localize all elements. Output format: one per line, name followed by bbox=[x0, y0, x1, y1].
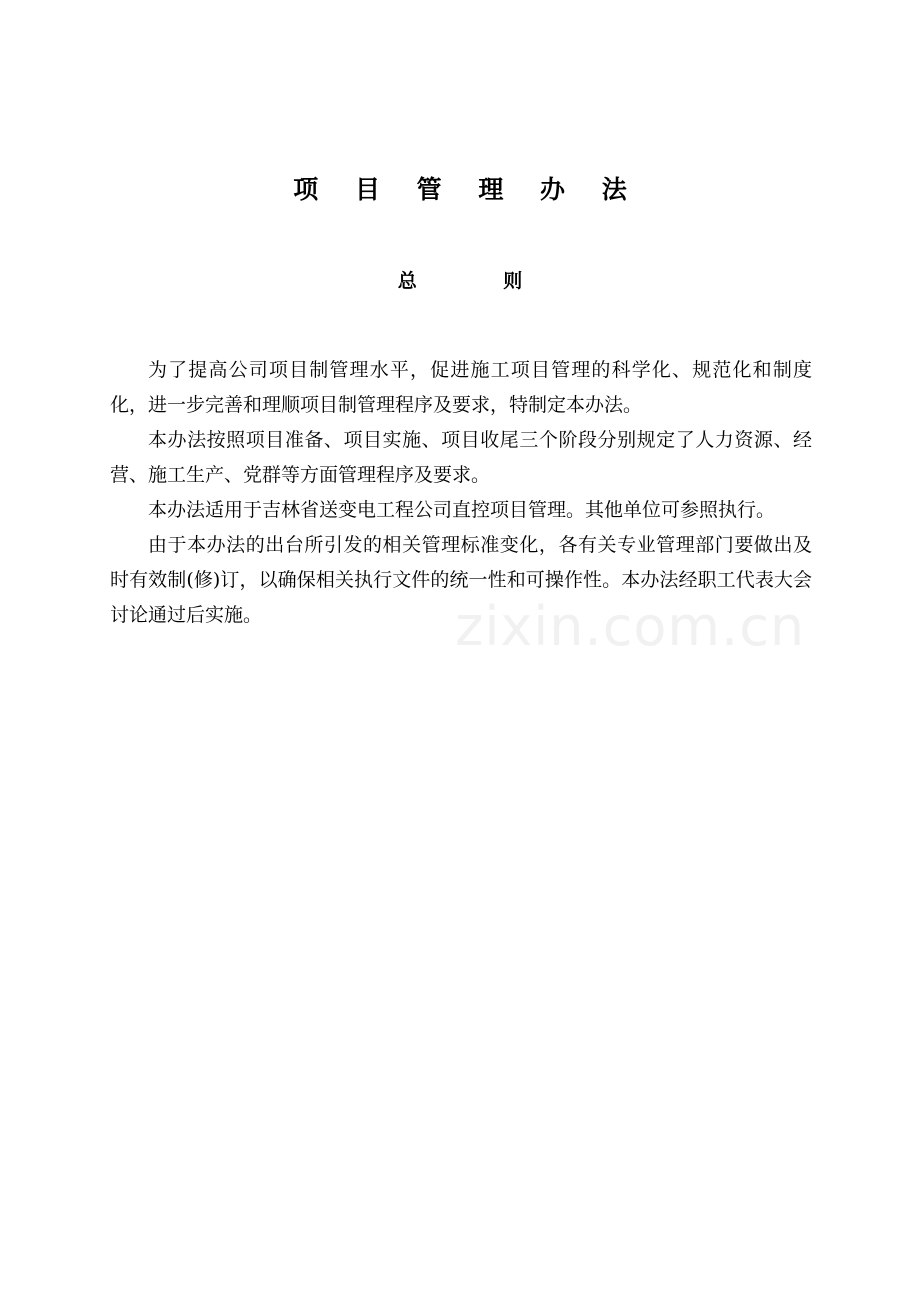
paragraph-implementation: 由于本办法的出台所引发的相关管理标准变化，各有关专业管理部门要做出及时有效制(修)订，以确保相关执行文件的统一性和可操作性。本办法经职工代表大会讨论通过后实施。 bbox=[110, 534, 812, 626]
document-body bbox=[110, 353, 812, 633]
paragraph-purpose: 为了提高公司项目制管理水平，促进施工项目管理的科学化、规范化和制度化，进一步完善和理顺项目制管理程序及要求，特制定本办法。 bbox=[110, 359, 812, 416]
paragraph-applicability: 本办法适用于吉林省送变电工程公司直控项目管理。其他单位可参照执行。 bbox=[148, 499, 776, 521]
document-title: 项 目 管 理 办 法 bbox=[293, 175, 641, 204]
section-heading: 总 则 bbox=[397, 270, 563, 292]
paragraph-scope-stages: 本办法按照项目准备、项目实施、项目收尾三个阶段分别规定了人力资源、经营、施工生产、党群等方面管理程序及要求。 bbox=[110, 429, 812, 486]
watermark: zixin.com.cn bbox=[455, 595, 806, 658]
